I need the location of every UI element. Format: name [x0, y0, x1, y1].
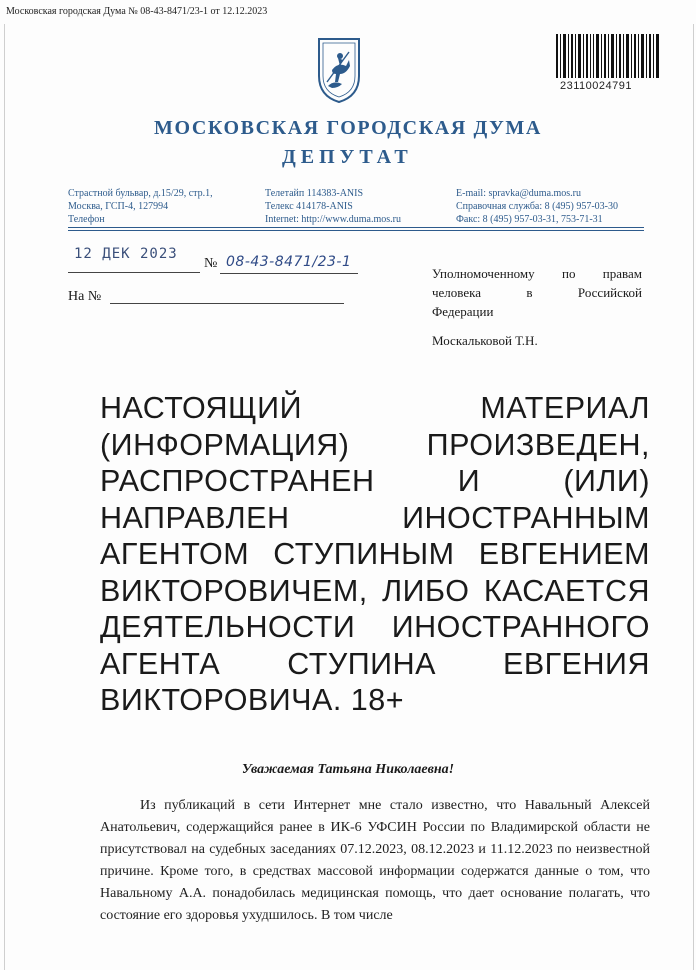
telex-line: Телекс 414178-ANIS	[265, 201, 353, 212]
email-line: E-mail: spravka@duma.mos.ru	[456, 188, 582, 199]
addressee-name: Москальковой Т.Н.	[432, 333, 538, 348]
address-line: Москва, ГСП-4, 127994	[68, 201, 169, 212]
notice-line: ДЕЯТЕЛЬНОСТИ ИНОСТРАННОГО	[100, 610, 650, 644]
phone-line: Справочная служба: 8 (495) 957-03-30	[456, 201, 618, 212]
date-underline	[68, 272, 200, 273]
address-line: Телефон	[68, 214, 105, 225]
addressee-line: человека в Российской	[432, 285, 642, 300]
reply-label: На №	[68, 289, 102, 304]
addressee-line: Федерации	[432, 304, 494, 319]
reply-underline	[110, 303, 344, 304]
contact-block	[456, 187, 618, 226]
number-sign: №	[204, 256, 218, 271]
salutation: Уважаемая Татьяна Николаевна!	[241, 762, 455, 777]
handwritten-number: 08-43-8471/23-1	[226, 254, 352, 270]
divider	[68, 230, 644, 231]
telex-block	[265, 187, 401, 226]
notice-line: НАПРАВЛЕН ИНОСТРАННЫМ	[100, 500, 650, 535]
notice-line: РАСПРОСТРАНЕН И (ИЛИ)	[100, 464, 650, 498]
barcode-number: 23110024791	[560, 80, 632, 92]
notice-line: АГЕНТА СТУПИНА ЕВГЕНИЯ	[100, 646, 650, 681]
notice-line: НАСТОЯЩИЙ МАТЕРИАЛ	[100, 391, 650, 425]
notice-line: (ИНФОРМАЦИЯ) ПРОИЗВЕДЕН,	[100, 427, 650, 462]
divider	[68, 227, 644, 228]
notice-line: АГЕНТОМ СТУПИНЫМ ЕВГЕНИЕМ	[100, 537, 650, 571]
address-line: Страстной бульвар, д.15/29, стр.1,	[68, 188, 213, 199]
org-role: ДЕПУТАТ	[282, 146, 413, 168]
fax-line: Факс: 8 (495) 957-03-31, 753-71-31	[456, 214, 603, 225]
website-line: Internet: http://www.duma.mos.ru	[265, 214, 401, 225]
telex-line: Телетайп 114383-ANIS	[265, 188, 364, 199]
notice-line: ВИКТОРОВИЧА. 18+	[100, 683, 405, 717]
addressee-line: Уполномоченному по правам	[432, 266, 642, 281]
foreign-agent-notice	[100, 390, 650, 719]
letter-paragraph: Из публикаций в сети Интернет мне стало известно, что Навальный Алексей Анатольевич, содержащийся ранее в ИК-6 УФСИН России по Владимирской области не присутствовал на судебных заседаниях 07.12.2023, 08.12.2023 и 11.12.2023 по неизвестной причине. Кроме того, в средствах массовой информации содержатся данные о том, что Навальному А.А. понадобилась медицинская помощь, что дает основание полагать, что состояние его здоровья ухудшилось. В том числе	[100, 798, 650, 923]
moscow-coat-of-arms-icon	[316, 36, 362, 104]
number-underline	[220, 273, 358, 274]
addressee-block	[432, 264, 642, 321]
registration-header: Московская городская Дума № 08-43-8471/23-1 от 12.12.2023	[6, 6, 268, 17]
date-stamp: 12 ДЕК 2023	[74, 246, 178, 262]
org-title: МОСКОВСКАЯ ГОРОДСКАЯ ДУМА	[154, 117, 542, 139]
address-block	[68, 187, 213, 226]
barcode-icon	[556, 34, 660, 78]
notice-line: ВИКТОРОВИЧЕМ, ЛИБО КАСАЕТСЯ	[100, 573, 650, 608]
